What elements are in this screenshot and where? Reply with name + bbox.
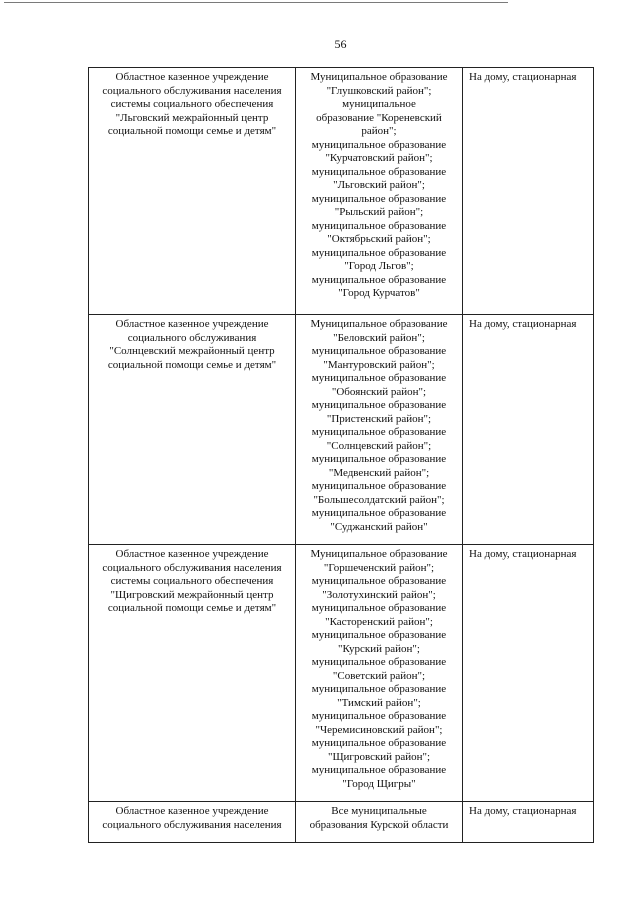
table-row (89, 802, 594, 843)
service-form-cell: На дому, стационарная (463, 802, 594, 843)
institution-cell: Областное казенное учреждение социального обслуживания населения системы социального обеспечения "Щигровский межрайонный центр социальной помощи семье и детям" (89, 545, 296, 802)
service-form-cell: На дому, стационарная (463, 315, 594, 545)
institution-cell: Областное казенное учреждение социального обслуживания "Солнцевский межрайонный центр социальной помощи семье и детям" (89, 315, 296, 545)
territories-cell: Муниципальное образование "Горшеченский район"; муниципальное образование "Золотухинский район"; муниципальное образование "Касторенский район"; муниципальное образование "Курский район"; муниципальное образование "Советский район"; муниципальное образование "Тимский район"; муниципальное образование "Черемисиновский район"; муниципальное образование "Щигровский район"; муниципальное образование "Город Щигры" (296, 545, 463, 802)
service-form-cell: На дому, стационарная (463, 545, 594, 802)
top-rule (4, 2, 508, 3)
service-form-cell: На дому, стационарная (463, 68, 594, 315)
table-row (89, 68, 594, 315)
institution-cell: Областное казенное учреждение социального обслуживания населения (89, 802, 296, 843)
table-row (89, 545, 594, 802)
institution-cell: Областное казенное учреждение социального обслуживания населения системы социального обеспечения "Льговский межрайонный центр социальной помощи семье и детям" (89, 68, 296, 315)
page-number: 56 (334, 37, 347, 51)
territories-cell: Все муниципальные образования Курской области (296, 802, 463, 843)
table-row (89, 315, 594, 545)
territories-cell: Муниципальное образование "Глушковский район"; муниципальное образование "Кореневский район"; муниципальное образование "Курчатовский район"; муниципальное образование "Льговский район"; муниципальное образование "Рыльский район"; муниципальное образование "Октябрьский район"; муниципальное образование "Город Льгов"; муниципальное образование "Город Курчатов" (296, 68, 463, 315)
territories-cell: Муниципальное образование "Беловский район"; муниципальное образование "Мантуровский район"; муниципальное образование "Обоянский район"; муниципальное образование "Пристенский район"; муниципальное образование "Солнцевский район"; муниципальное образование "Медвенский район"; муниципальное образование "Большесолдатский район"; муниципальное образование "Суджанский район" (296, 315, 463, 545)
institutions-table (88, 67, 594, 843)
